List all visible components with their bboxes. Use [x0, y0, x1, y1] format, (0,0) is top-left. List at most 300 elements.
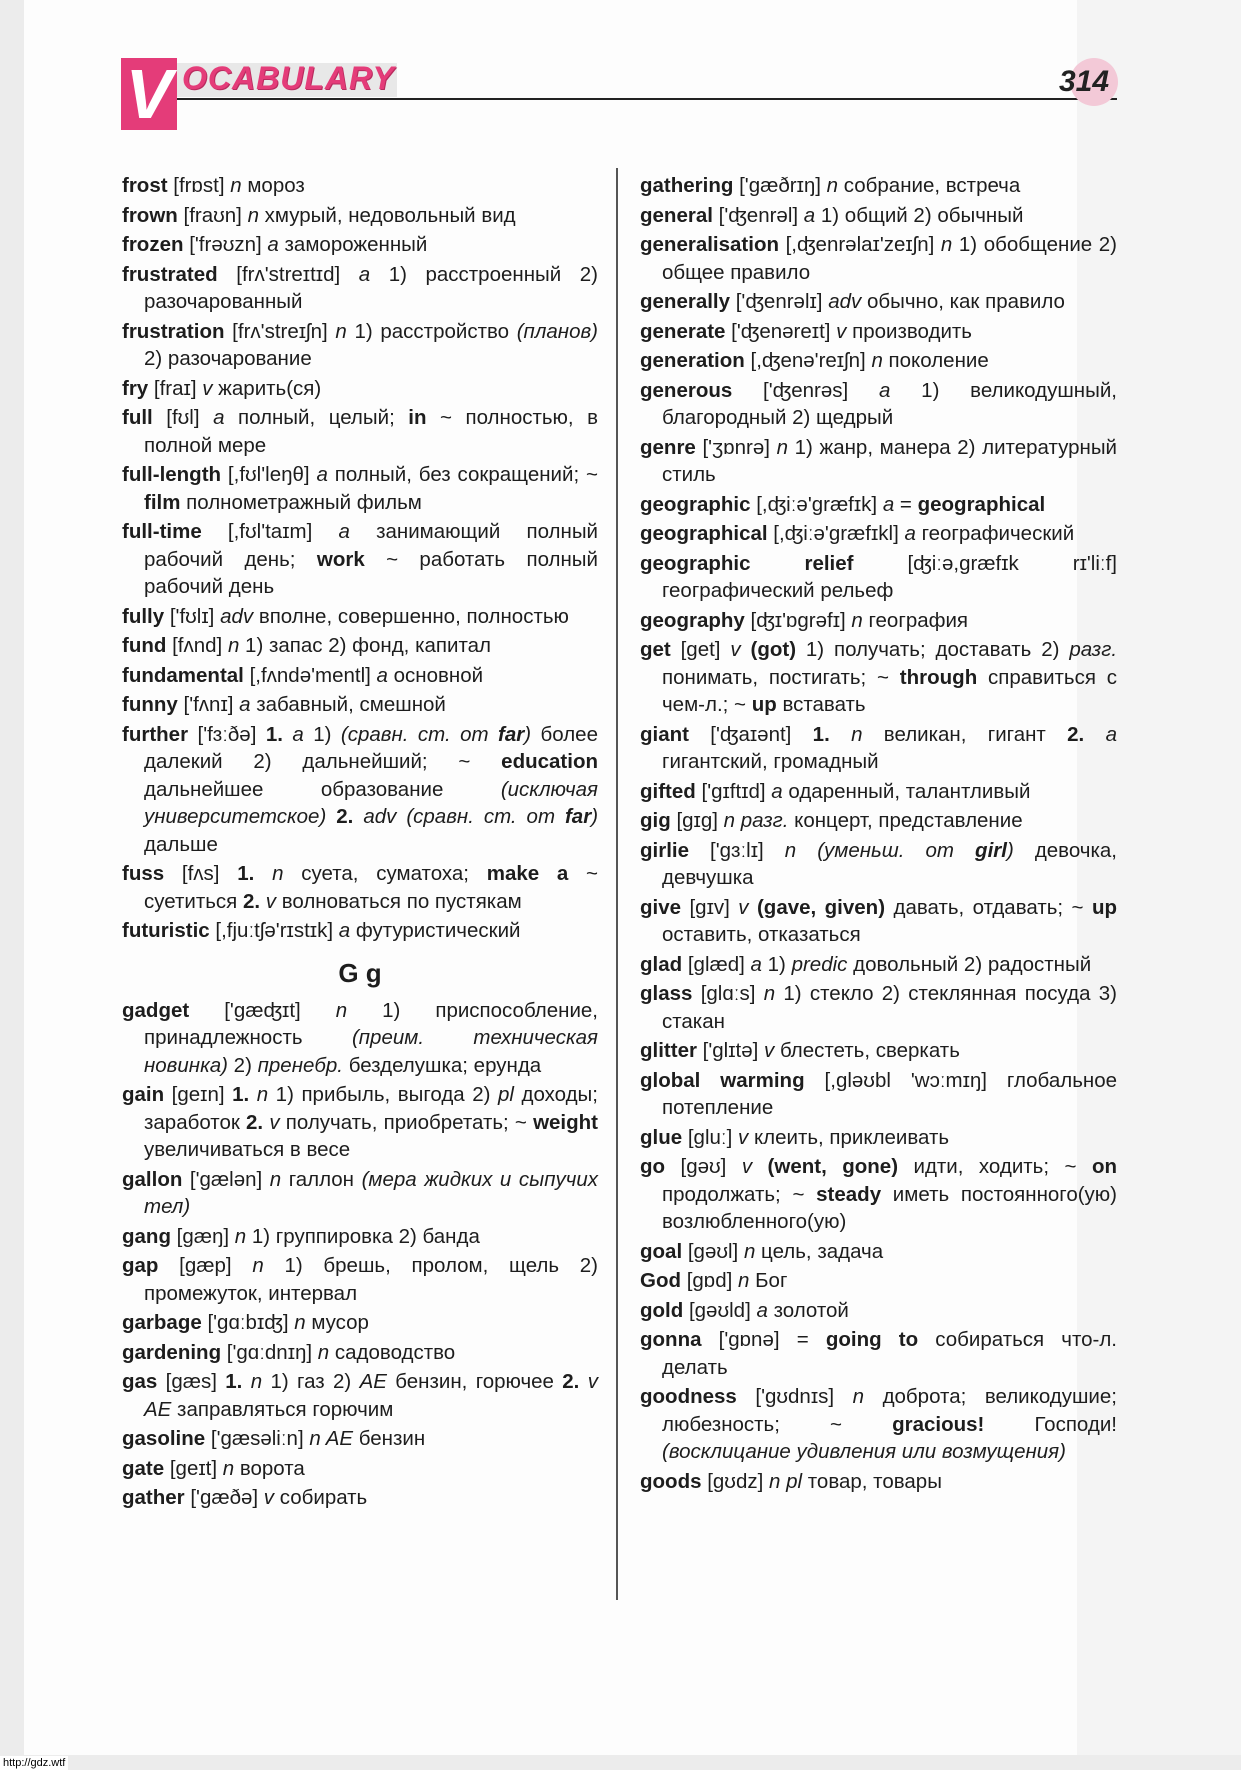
entry-text: ~ работать полный рабочий день	[144, 547, 598, 598]
entry-text: a	[750, 952, 762, 976]
dictionary-entry	[640, 318, 1117, 346]
entry-text: adv	[828, 290, 862, 313]
entry-headword: generous	[640, 378, 733, 402]
entry-text: безделушка; ерунда	[343, 1053, 542, 1077]
entry-text: [get]	[670, 638, 731, 661]
entry-text: up	[1091, 895, 1117, 919]
left-column	[122, 172, 598, 1514]
entry-text: n	[940, 233, 953, 256]
dictionary-entry	[640, 377, 1117, 432]
entry-text: галлон	[281, 1167, 362, 1191]
entry-headword: God	[640, 1269, 681, 1292]
entry-text	[283, 723, 292, 746]
entry-text: adv	[363, 805, 397, 828]
entry-text: pl	[497, 1083, 514, 1106]
entry-text: 1) обобщение 2) общее правило	[662, 233, 1118, 284]
entry-headword: gifted	[640, 779, 696, 803]
entry-headword: global warming	[640, 1068, 805, 1092]
entry-text: полнометражный фильм	[180, 490, 422, 514]
entry-headword: full-time	[122, 520, 202, 543]
entry-text: (исключая университетское)	[144, 777, 598, 828]
entry-text: [fʌnd]	[166, 634, 228, 657]
dictionary-entry	[640, 231, 1117, 286]
dictionary-entry	[640, 837, 1117, 892]
entry-text: predic	[791, 952, 848, 976]
entry-text: v	[265, 889, 277, 913]
entry-headword: gardening	[122, 1340, 222, 1364]
entry-headword: goal	[640, 1239, 683, 1263]
entry-text: география	[862, 608, 969, 632]
entry-text: n	[272, 862, 284, 885]
entry-text: [,fʌndə'mentl]	[243, 663, 377, 687]
entry-text	[830, 723, 851, 746]
entry-text: =	[894, 492, 918, 516]
entry-text: географический	[915, 522, 1075, 545]
entry-text: n разг.	[723, 809, 789, 832]
entry-text: замороженный	[278, 233, 428, 256]
entry-headword: futuristic	[122, 919, 210, 942]
entry-text: n	[256, 1083, 269, 1106]
entry-text: ['ʤenrəlɪ]	[730, 290, 829, 313]
entry-text: клеить, приклеивать	[748, 1125, 950, 1149]
entry-headword: gonna	[640, 1328, 702, 1351]
entry-text: полный, без сокращений; ~	[327, 463, 598, 486]
dictionary-entry	[122, 261, 598, 316]
vocabulary-logo-initial: V	[121, 58, 177, 130]
dictionary-entry	[640, 1326, 1117, 1381]
entry-headword: frustration	[122, 319, 225, 343]
dictionary-entry	[122, 662, 598, 690]
entry-text	[796, 839, 817, 862]
entry-text: v	[741, 1155, 753, 1178]
dictionary-entry	[122, 461, 598, 516]
entry-text: концерт, представление	[788, 809, 1023, 832]
entry-text: футуристический	[350, 919, 521, 942]
entry-text	[396, 805, 406, 828]
entry-text: понимать, постигать; ~	[662, 665, 900, 689]
entry-headword: generate	[640, 319, 726, 343]
entry-text: n	[294, 1311, 306, 1334]
entry-text	[254, 862, 272, 885]
entry-text: (сравн. ст. от	[406, 805, 565, 828]
entry-text: n AE	[309, 1427, 354, 1450]
entry-text: n	[776, 435, 788, 459]
dictionary-entry	[122, 1081, 598, 1164]
entry-text: [frʌ'streɪtɪd]	[217, 262, 359, 286]
entry-text: 1) приспособление, принадлежность	[144, 998, 598, 1049]
entry-text: дальше	[144, 832, 218, 856]
entry-text: [,gləʊbl 'wɔːmɪŋ] глобальное потепление	[662, 1068, 1117, 1119]
entry-text: [gɪg]	[670, 809, 724, 832]
entry-text: 1) великодушный, благородный 2) щедрый	[662, 378, 1117, 429]
entry-text	[1084, 723, 1105, 746]
entry-text: n	[269, 1167, 282, 1191]
entry-headword: gold	[640, 1298, 684, 1322]
entry-headword: goodness	[640, 1385, 737, 1408]
entry-headword: fully	[122, 604, 165, 628]
dictionary-entry	[122, 318, 598, 373]
entry-text: ['gʊdnɪs]	[736, 1385, 853, 1408]
entry-text: полный, целый;	[224, 406, 409, 429]
entry-text: n	[227, 634, 240, 657]
entry-text	[353, 805, 363, 828]
entry-text	[749, 896, 757, 919]
entry-text: мусор	[305, 1311, 369, 1334]
entry-text: far	[564, 805, 592, 828]
entry-text: обычно, как правило	[861, 290, 1065, 313]
entry-text: [ʤɪ'ɒgrəfɪ]	[744, 608, 852, 632]
entry-headword: glass	[640, 982, 693, 1005]
entry-text: девочка, девчушка	[662, 838, 1117, 889]
entry-headword: gallon	[122, 1167, 183, 1191]
entry-text: v	[269, 1110, 280, 1134]
entry-text: n	[247, 203, 259, 227]
entry-text: ['gæsəliːn]	[205, 1427, 310, 1450]
entry-text: [gəʊld]	[683, 1298, 757, 1322]
right-column	[640, 172, 1117, 1497]
entry-text: пренебр.	[257, 1053, 344, 1077]
entry-text: gracious!	[892, 1412, 985, 1436]
header-rule	[177, 98, 1117, 100]
entry-text: [,fʊl'taɪm]	[201, 520, 339, 543]
entry-text: (восклицание удивления или возмущения)	[662, 1440, 1066, 1463]
entry-text: бензин, горючее	[386, 1370, 563, 1393]
entry-text: вполне, совершенно, полностью	[253, 604, 569, 628]
entry-text: блестеть, сверкать	[774, 1039, 960, 1062]
entry-text: разг.	[1069, 638, 1118, 661]
entry-text	[741, 638, 751, 661]
entry-text: (преим. техническая новинка)	[144, 1026, 598, 1077]
entry-text: [,ʤenrəlaɪ'zeɪʃn]	[779, 233, 941, 256]
dictionary-entry	[640, 347, 1117, 375]
entry-text: ['frəʊzn]	[183, 233, 268, 256]
entry-text: n	[250, 1370, 263, 1393]
entry-text: ворота	[234, 1456, 305, 1480]
entry-text: v	[738, 895, 749, 919]
entry-text: through	[899, 665, 978, 689]
entry-text: [fʊl]	[152, 406, 214, 429]
entry-headword: fry	[122, 376, 149, 400]
entry-headword: gas	[122, 1370, 158, 1393]
entry-headword: gather	[122, 1486, 185, 1509]
entry-text: going to	[825, 1328, 919, 1351]
entry-text: ~ полностью, в полной мере	[144, 406, 599, 457]
entry-text: v AE	[144, 1370, 598, 1421]
entry-text: AE	[359, 1370, 387, 1393]
dictionary-entry	[122, 1455, 598, 1483]
dictionary-entry	[122, 1223, 598, 1251]
entry-text: 2.	[1067, 722, 1085, 746]
entry-text: n	[871, 349, 883, 372]
dictionary-entry	[640, 1037, 1117, 1065]
entry-text: 1) брешь, пролом, щель 2) промежуток, интервал	[144, 1254, 599, 1305]
entry-text: 1) газ 2)	[262, 1370, 360, 1393]
entry-text: a	[803, 203, 816, 227]
entry-text	[579, 1370, 587, 1393]
entry-text: идти, ходить; ~	[898, 1155, 1092, 1178]
entry-text: ['gæʤɪt]	[189, 998, 336, 1022]
entry-text: ['gɪftɪd]	[695, 779, 772, 803]
dictionary-entry	[122, 917, 598, 945]
entry-text: суета, суматоха;	[283, 862, 487, 885]
entry-headword: gain	[122, 1083, 165, 1106]
entry-text: (планов)	[516, 319, 598, 343]
entry-text: n	[317, 1340, 330, 1364]
entry-text: ['gæðrɪŋ]	[733, 174, 827, 197]
entry-text: ['fʊlɪ]	[164, 604, 221, 628]
dictionary-entry	[640, 894, 1117, 949]
entry-text: 1) прибыль, выгода 2)	[268, 1083, 498, 1106]
entry-text: 1) расстроенный 2) разочарованный	[144, 262, 598, 313]
entry-text: ['ʤenrəl]	[712, 203, 804, 227]
entry-headword: fuss	[122, 862, 165, 885]
entry-text: a	[338, 520, 350, 543]
entry-text: 2.	[242, 889, 261, 913]
dictionary-entry	[122, 1309, 598, 1337]
entry-text: бензин	[353, 1427, 426, 1450]
entry-headword: frozen	[122, 233, 184, 256]
entry-text: [glɑːs]	[692, 982, 764, 1005]
entry-text: товар, товары	[802, 1469, 942, 1493]
entry-text: собирать	[274, 1486, 368, 1509]
entry-text: )	[1006, 838, 1014, 862]
dictionary-entry	[640, 607, 1117, 635]
entry-headword: full-length	[122, 463, 222, 486]
entry-text: садоводство	[329, 1340, 456, 1364]
entry-text: ['gælən]	[182, 1167, 270, 1191]
dictionary-entry	[640, 1383, 1117, 1466]
entry-text: a	[239, 693, 251, 716]
entry-text: 2.	[246, 1110, 264, 1134]
entry-text: 1) общий 2) обычный	[815, 203, 1024, 227]
dictionary-entry	[640, 1238, 1117, 1266]
entry-text: великан, гигант	[862, 722, 1068, 746]
entry-text: steady	[816, 1182, 882, 1206]
vocabulary-logo-word: OCABULARY	[182, 60, 395, 96]
entry-headword: general	[640, 203, 713, 227]
entry-text: вставать	[776, 693, 866, 716]
entry-text: a	[358, 262, 371, 286]
entry-headword: garbage	[122, 1311, 202, 1334]
entry-text: n	[851, 722, 863, 746]
dictionary-entry	[640, 1067, 1117, 1122]
entry-text: ['gɑːdnɪŋ]	[221, 1340, 318, 1364]
entry-headword: gig	[640, 809, 671, 832]
entry-text: [frɒst]	[167, 174, 231, 197]
entry-text: v	[738, 1125, 749, 1149]
entry-text: 1.	[225, 1370, 243, 1393]
entry-text: [fraɪ]	[148, 376, 203, 400]
entry-text: [frʌ'streɪʃn]	[224, 319, 336, 343]
dictionary-entry	[122, 518, 598, 601]
entry-headword: funny	[122, 693, 178, 716]
watermark-url[interactable]: http://gdz.wtf	[0, 1756, 68, 1770]
entry-headword: fund	[122, 634, 167, 657]
entry-headword: gang	[122, 1224, 171, 1248]
dictionary-entry	[640, 288, 1117, 316]
entry-text: n	[851, 608, 863, 632]
dictionary-entry	[122, 691, 598, 719]
entry-text: получать, приобретать; ~	[279, 1110, 534, 1134]
entry-text: мороз	[241, 174, 305, 197]
entry-text: film	[144, 490, 181, 514]
entry-text: work	[316, 547, 365, 571]
entry-headword: further	[122, 722, 189, 746]
entry-text: [fʌs]	[164, 862, 238, 885]
entry-headword: full	[122, 406, 153, 429]
entry-headword: frost	[122, 174, 168, 197]
entry-text: заправляться горючим	[171, 1397, 394, 1421]
entry-text: [,fjuːtʃə'rɪstɪk]	[209, 919, 339, 942]
entry-text: [geɪt]	[164, 1456, 223, 1480]
dictionary-entry	[640, 951, 1117, 979]
entry-text: продолжать; ~	[662, 1182, 817, 1206]
entry-text: )	[591, 805, 599, 828]
dictionary-entry	[640, 172, 1117, 200]
dictionary-entry	[122, 1484, 598, 1512]
entry-text: adv	[220, 604, 254, 628]
dictionary-entry	[122, 721, 598, 859]
entry-text: собираться что-л. делать	[662, 1328, 1117, 1379]
entry-text: [,ʤiːə'græfɪk]	[750, 492, 883, 516]
dictionary-entry	[122, 404, 598, 459]
entry-headword: generation	[640, 349, 745, 372]
entry-text: n	[763, 982, 776, 1005]
left-entries-after	[122, 997, 598, 1512]
entry-text: (сравн. ст. от	[340, 722, 499, 746]
entry-text: довольный 2) радостный	[847, 952, 1092, 976]
entry-text: geographical	[917, 492, 1046, 516]
entry-headword: geographic relief	[640, 551, 854, 575]
entry-text: 2) разочарование	[144, 347, 312, 370]
entry-text: 1) получать; доставать 2)	[796, 638, 1070, 661]
entry-text: n	[230, 174, 242, 197]
entry-text: )	[524, 722, 532, 746]
entry-text: [,fʊl'leŋθ]	[221, 463, 317, 486]
entry-text: a	[213, 406, 225, 429]
entry-text: 1.	[232, 1083, 250, 1106]
dictionary-entry	[122, 1252, 598, 1307]
entry-text: ['gæðə]	[184, 1486, 264, 1509]
entry-text: n	[784, 838, 797, 862]
entry-headword: geography	[640, 608, 745, 632]
entry-text: иметь постоянного(ую) возлюбленного(ую)	[662, 1182, 1118, 1233]
entry-headword: geographic	[640, 492, 751, 516]
dictionary-entry	[122, 603, 598, 631]
entry-text: a	[879, 378, 891, 402]
entry-text: [geɪn]	[164, 1083, 233, 1106]
dictionary-entry	[640, 721, 1117, 776]
entry-text: v	[202, 376, 213, 400]
entry-text: n	[335, 319, 347, 343]
entry-text: v	[730, 638, 741, 661]
entry-text: жарить(ся)	[212, 376, 322, 400]
entry-text: far	[498, 722, 525, 746]
entry-text: (got)	[750, 638, 797, 661]
entry-text: ['ʤenəreɪt]	[725, 319, 837, 343]
entry-text: v	[263, 1486, 275, 1509]
entry-text: [gluː]	[682, 1125, 738, 1149]
entry-text: Господи!	[984, 1412, 1117, 1436]
entry-text: ['ʒɒnrə]	[695, 435, 777, 459]
entry-text: a	[1105, 722, 1117, 746]
dictionary-entry	[640, 202, 1117, 230]
entry-text: 2.	[562, 1370, 580, 1393]
entry-text: make a	[486, 862, 569, 885]
entry-text: оставить, отказаться	[662, 923, 861, 946]
right-entries	[640, 172, 1117, 1495]
dictionary-entry	[640, 491, 1117, 519]
dictionary-entry	[122, 1368, 598, 1423]
dictionary-entry	[640, 807, 1117, 835]
entry-text: girl	[975, 838, 1007, 862]
entry-text: (мера жидких и сыпучих тел)	[144, 1167, 598, 1218]
dictionary-entry	[640, 778, 1117, 806]
dictionary-entry	[122, 860, 598, 915]
entry-text: увеличиваться в весе	[144, 1138, 351, 1161]
entry-text: [gəʊ]	[665, 1155, 742, 1178]
entry-text: справиться с чем-л.; ~	[662, 665, 1117, 716]
entry-text: одаренный, талантливый	[782, 779, 1031, 803]
dictionary-entry	[640, 1297, 1117, 1325]
entry-headword: giant	[640, 722, 689, 746]
entry-text: [fraʊn]	[177, 203, 248, 227]
entry-headword: frown	[122, 203, 178, 227]
entry-text	[752, 1155, 767, 1178]
entry-text: 2.	[336, 805, 354, 828]
entry-text: [,ʤenə'reɪʃn]	[744, 349, 872, 372]
dictionary-entry	[640, 636, 1117, 719]
entry-text: 2)	[227, 1053, 258, 1077]
entry-text: [ʤiːə,græfɪk rɪ'liːf] географический рельеф	[662, 551, 1117, 602]
entry-text: более далекий 2) дальнейший; ~	[144, 722, 598, 773]
entry-text: Бог	[749, 1269, 788, 1292]
entry-text: 1) расстройство	[346, 319, 517, 343]
entry-text: ~ суетиться	[144, 862, 599, 913]
entry-headword: girlie	[640, 838, 689, 862]
entry-headword: give	[640, 895, 682, 919]
entry-text: ['fɜːðə]	[188, 722, 266, 746]
entry-text: n	[234, 1224, 247, 1248]
entry-text: ['gɑːbɪʤ]	[201, 1311, 295, 1334]
entry-text: a	[267, 233, 279, 256]
entry-headword: get	[640, 638, 671, 661]
entry-text: [gɒd]	[681, 1269, 738, 1292]
entry-text: доходы; заработок	[144, 1083, 598, 1134]
entry-text: 1.	[265, 722, 283, 746]
entry-text: [,ʤiːə'græfɪkl]	[767, 522, 905, 545]
entry-text: 1.	[812, 722, 830, 746]
entry-text: (went, gone)	[767, 1155, 899, 1178]
entry-text: v	[836, 319, 847, 343]
entry-text: хмурый, недовольный вид	[258, 203, 516, 227]
entry-text: золотой	[767, 1298, 849, 1322]
entry-headword: fundamental	[122, 663, 244, 687]
dictionary-entry	[122, 1166, 598, 1221]
entry-text: [gæs]	[157, 1370, 226, 1393]
entry-text: ['ʤaɪənt]	[688, 722, 813, 746]
dictionary-entry	[122, 997, 598, 1080]
entry-text: 1) запас 2) фонд, капитал	[239, 634, 491, 657]
entry-text: забавный, смешной	[250, 693, 446, 716]
entry-text: a	[756, 1298, 768, 1322]
entry-text: доброта; великодушие; любезность; ~	[662, 1385, 1117, 1436]
entry-text: [gɪv]	[681, 895, 739, 919]
entry-text: волноваться по пустякам	[276, 889, 522, 913]
entry-headword: go	[640, 1155, 666, 1178]
dictionary-entry	[640, 1468, 1117, 1496]
entry-text	[326, 805, 336, 828]
